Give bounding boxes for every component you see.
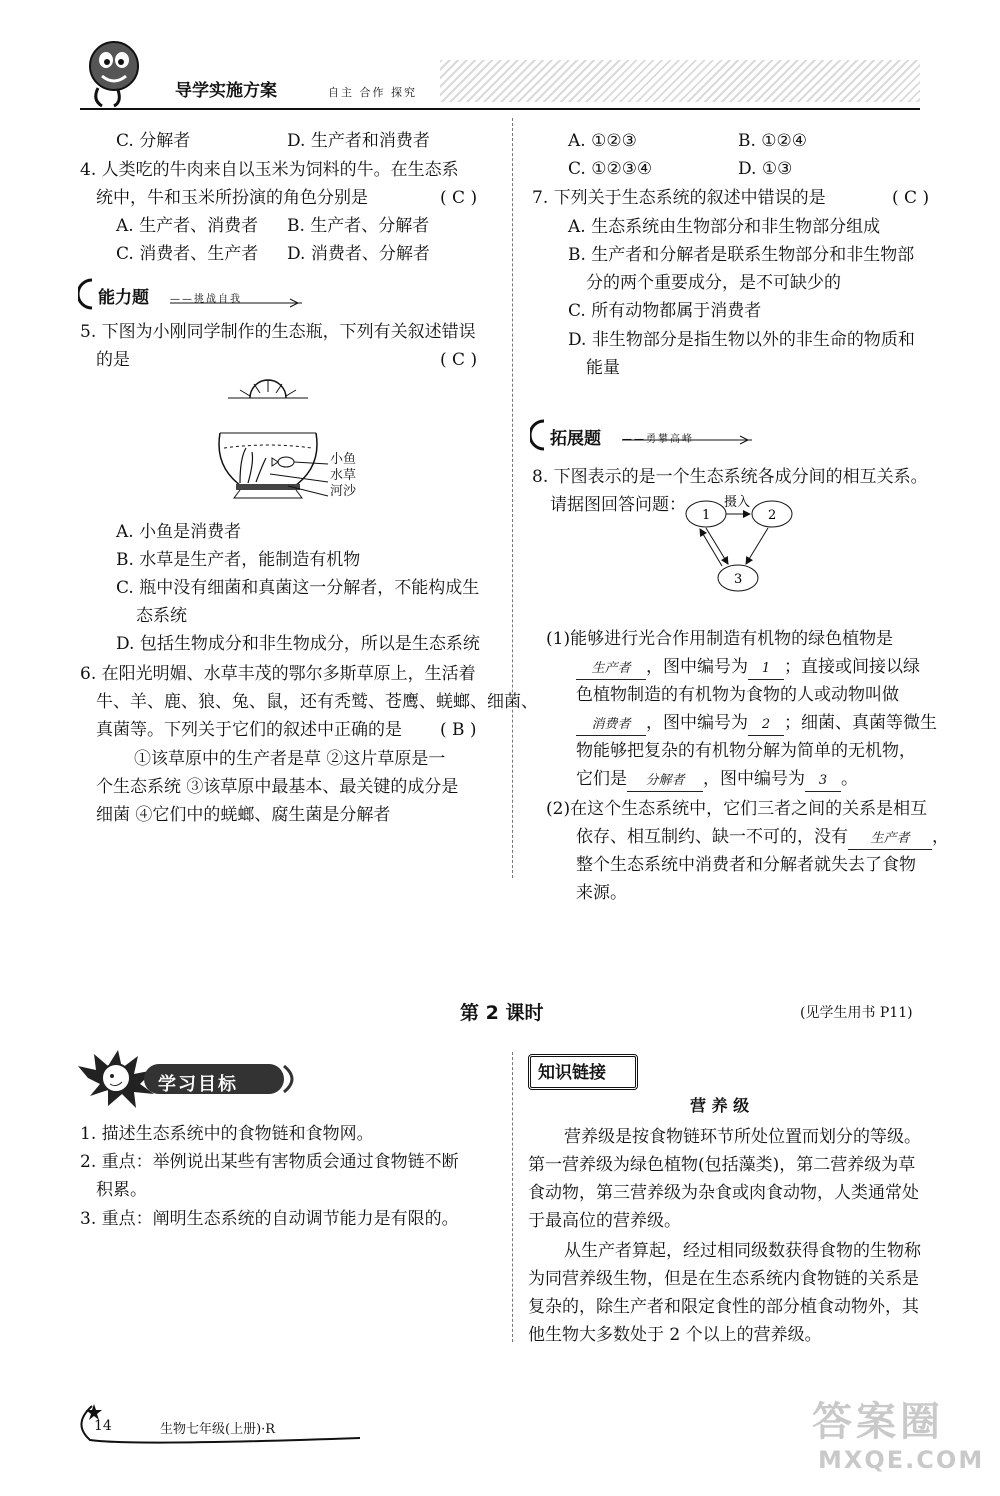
q6-statement-line1: ①该草原中的生产者是草 ②这片草原是一 (134, 749, 446, 769)
knowledge-badge-label: 知识链接 (538, 1063, 606, 1083)
goals-banner-label: 学习目标 (158, 1074, 238, 1095)
column-divider (512, 118, 513, 878)
q8-stem-line1: 8. 下图表示的是一个生态系统各成分间的相互关系。 (532, 467, 928, 487)
knowledge-p2-line2: 为同营养级生物，但是在生态系统内食物链的关系是 (528, 1269, 919, 1289)
bottle-label-fish: 小鱼 (330, 452, 357, 467)
q5-option-d: D. 包括生物成分和非生物成分，所以是生态系统 (116, 634, 480, 654)
q5-stem-line1: 5. 下图为小刚同学制作的生态瓶，下列有关叙述错误 (80, 322, 476, 342)
lesson-title: 第 2 课时 (460, 1002, 544, 1024)
q7-stem: 7. 下列关于生态系统的叙述中错误的是 (532, 188, 826, 208)
q7-option-b: B. 生产者和分解者是联系生物部分和非生物部 (568, 245, 915, 265)
relationship-diagram (680, 492, 820, 596)
extend-section-label: 拓展题 (550, 429, 601, 449)
q4-option-b: B. 生产者、分解者 (287, 216, 430, 236)
knowledge-heading: 营 养 级 (690, 1096, 750, 1115)
q6-option-c: C. ①②③④ (568, 159, 653, 179)
node-3: 3 (734, 572, 743, 587)
q8-p2-line4: 来源。 (576, 883, 627, 903)
header-pattern (440, 60, 920, 102)
q6-statement-line2: 个生态系统 ③该草原中最基本、最关键的成分是 (96, 777, 459, 797)
q8-p2-line3: 整个生态系统中消费者和分解者就失去了食物 (576, 855, 916, 875)
blank-decomposer: 分解者 (627, 771, 703, 792)
knowledge-p2-line1: 从生产者算起，经过相同级数获得食物的生物称 (564, 1241, 921, 1261)
goal-2-cont: 积累。 (96, 1180, 147, 1200)
footer-book: 生物七年级(上册)·R (160, 1422, 276, 1437)
header-mascot (78, 36, 148, 108)
q4-stem-line1: 4. 人类吃的牛肉来自以玉米为饲料的牛。在生态系 (80, 160, 459, 180)
q5-option-c: C. 瓶中没有细菌和真菌这一分解者，不能构成生 (116, 578, 480, 598)
knowledge-p1-line1: 营养级是按食物链环节所处位置而划分的等级。 (564, 1127, 921, 1147)
blank-n2: 2 (748, 715, 784, 736)
footer-page-number: 14 (94, 1418, 112, 1434)
q8-p1-line5: 物能够把复杂的有机物分解为简单的无机物， (576, 741, 916, 761)
q8-p1-line3: 色植物制造的有机物为食物的人或动物叫做 (576, 685, 899, 705)
header-rule (80, 108, 920, 110)
bottle-label-plant: 水草 (330, 468, 357, 483)
q7-option-c: C. 所有动物都属于消费者 (568, 301, 762, 321)
goal-3: 3. 重点：阐明生态系统的自动调节能力是有限的。 (80, 1209, 459, 1229)
q6-statement-line3: 细菌 ④它们中的蜣螂、腐生菌是分解者 (96, 805, 391, 825)
q5-option-a: A. 小鱼是消费者 (116, 522, 242, 542)
q6-option-b: B. ①②④ (738, 131, 808, 151)
node-2: 2 (768, 508, 777, 523)
ability-section-sub: ——挑战自我 (170, 294, 242, 305)
q5-answer: ( C ) (440, 350, 478, 370)
blank-n3: 3 (805, 771, 841, 792)
knowledge-p2-line4: 他生物大多数处于 2 个以上的营养级。 (528, 1325, 822, 1345)
knowledge-divider (512, 1052, 513, 1342)
extend-section-sub: ——勇攀高峰 (622, 434, 694, 445)
watermark-site: MXQE.COM (818, 1446, 985, 1474)
knowledge-p1-line2: 第一营养级为绿色植物(包括藻类)，第二营养级为草 (528, 1155, 916, 1175)
goal-1: 1. 描述生态系统中的食物链和食物网。 (80, 1124, 374, 1144)
blank-producer2: 生产者 (848, 829, 932, 850)
q8-p1-line6: 它们是 分解者 ，图中编号为 3 。 (576, 765, 858, 793)
q3-option-d: D. 生产者和消费者 (287, 131, 430, 151)
q8-p1-line2: 生产者 ，图中编号为 1 ；直接或间接以绿 (576, 653, 920, 681)
q8-p2-line1: (2)在这个生态系统中，它们三者之间的关系是相互 (546, 799, 928, 819)
q4-option-d: D. 消费者、分解者 (287, 244, 430, 264)
q4-option-c: C. 消费者、生产者 (116, 244, 259, 264)
knowledge-p1-line3: 食动物，第三营养级为杂食或肉食动物，人类通常处 (528, 1183, 919, 1203)
goal-2: 2. 重点：举例说出某些有害物质会通过食物链不断 (80, 1152, 459, 1172)
q4-stem-line2: 统中，牛和玉米所扮演的角色分别是 (96, 188, 368, 208)
edge-label: 摄入 (724, 495, 751, 510)
q7-answer: ( C ) (892, 188, 930, 208)
blank-consumer: 消费者 (576, 715, 646, 736)
node-1: 1 (702, 508, 711, 523)
q4-option-a: A. 生产者、消费者 (116, 216, 259, 236)
q3-option-c: C. 分解者 (116, 131, 191, 151)
q6-option-a: A. ①②③ (568, 131, 637, 151)
q8-p1-line1: (1)能够进行光合作用制造有机物的绿色植物是 (546, 629, 894, 649)
lesson-ref: (见学生用书 P11) (800, 1005, 913, 1021)
q6-option-d: D. ①③ (738, 159, 793, 179)
ability-section-label: 能力题 (98, 288, 149, 308)
q5-stem-line2: 的是 (96, 350, 130, 370)
q7-option-d-cont: 能量 (586, 358, 620, 378)
bottle-label-sand: 河沙 (330, 484, 357, 499)
q6-stem-line3: 真菌等。下列关于它们的叙述中正确的是 (96, 720, 402, 740)
q6-answer: ( B ) (440, 720, 477, 740)
blank-n1: 1 (748, 659, 784, 680)
q5-option-b: B. 水草是生产者，能制造有机物 (116, 550, 361, 570)
q4-answer: ( C ) (440, 188, 478, 208)
knowledge-p2-line3: 复杂的，除生产者和限定食性的部分植食动物外，其 (528, 1297, 919, 1317)
q7-option-b-cont: 分的两个重要成分，是不可缺少的 (586, 273, 841, 293)
q7-option-d: D. 非生物部分是指生物以外的非生命的物质和 (568, 330, 915, 350)
watermark-logo: 答案圈 (812, 1399, 944, 1445)
header-title: 导学实施方案 (175, 81, 277, 101)
q6-stem-line2: 牛、羊、鹿、狼、兔、鼠，还有秃鹫、苍鹰、蜣螂、细菌、 (96, 692, 538, 712)
q8-p2-line2: 依存、相互制约、缺一不可的，没有 生产者 ， (576, 823, 949, 851)
q8-stem-line2: 请据图回答问题： (550, 495, 686, 515)
q5-option-c-cont: 态系统 (136, 606, 187, 626)
q6-stem-line1: 6. 在阳光明媚、水草丰茂的鄂尔多斯草原上，生活着 (80, 664, 476, 684)
knowledge-p1-line4: 于最高位的营养级。 (528, 1211, 681, 1231)
q7-option-a: A. 生态系统由生物部分和非生物部分组成 (568, 217, 881, 237)
header-subtitle: 自主 合作 探究 (328, 86, 417, 99)
blank-producer: 生产者 (576, 659, 646, 680)
q8-p1-line4: 消费者 ，图中编号为 2 ；细菌、真菌等微生 (576, 709, 937, 737)
